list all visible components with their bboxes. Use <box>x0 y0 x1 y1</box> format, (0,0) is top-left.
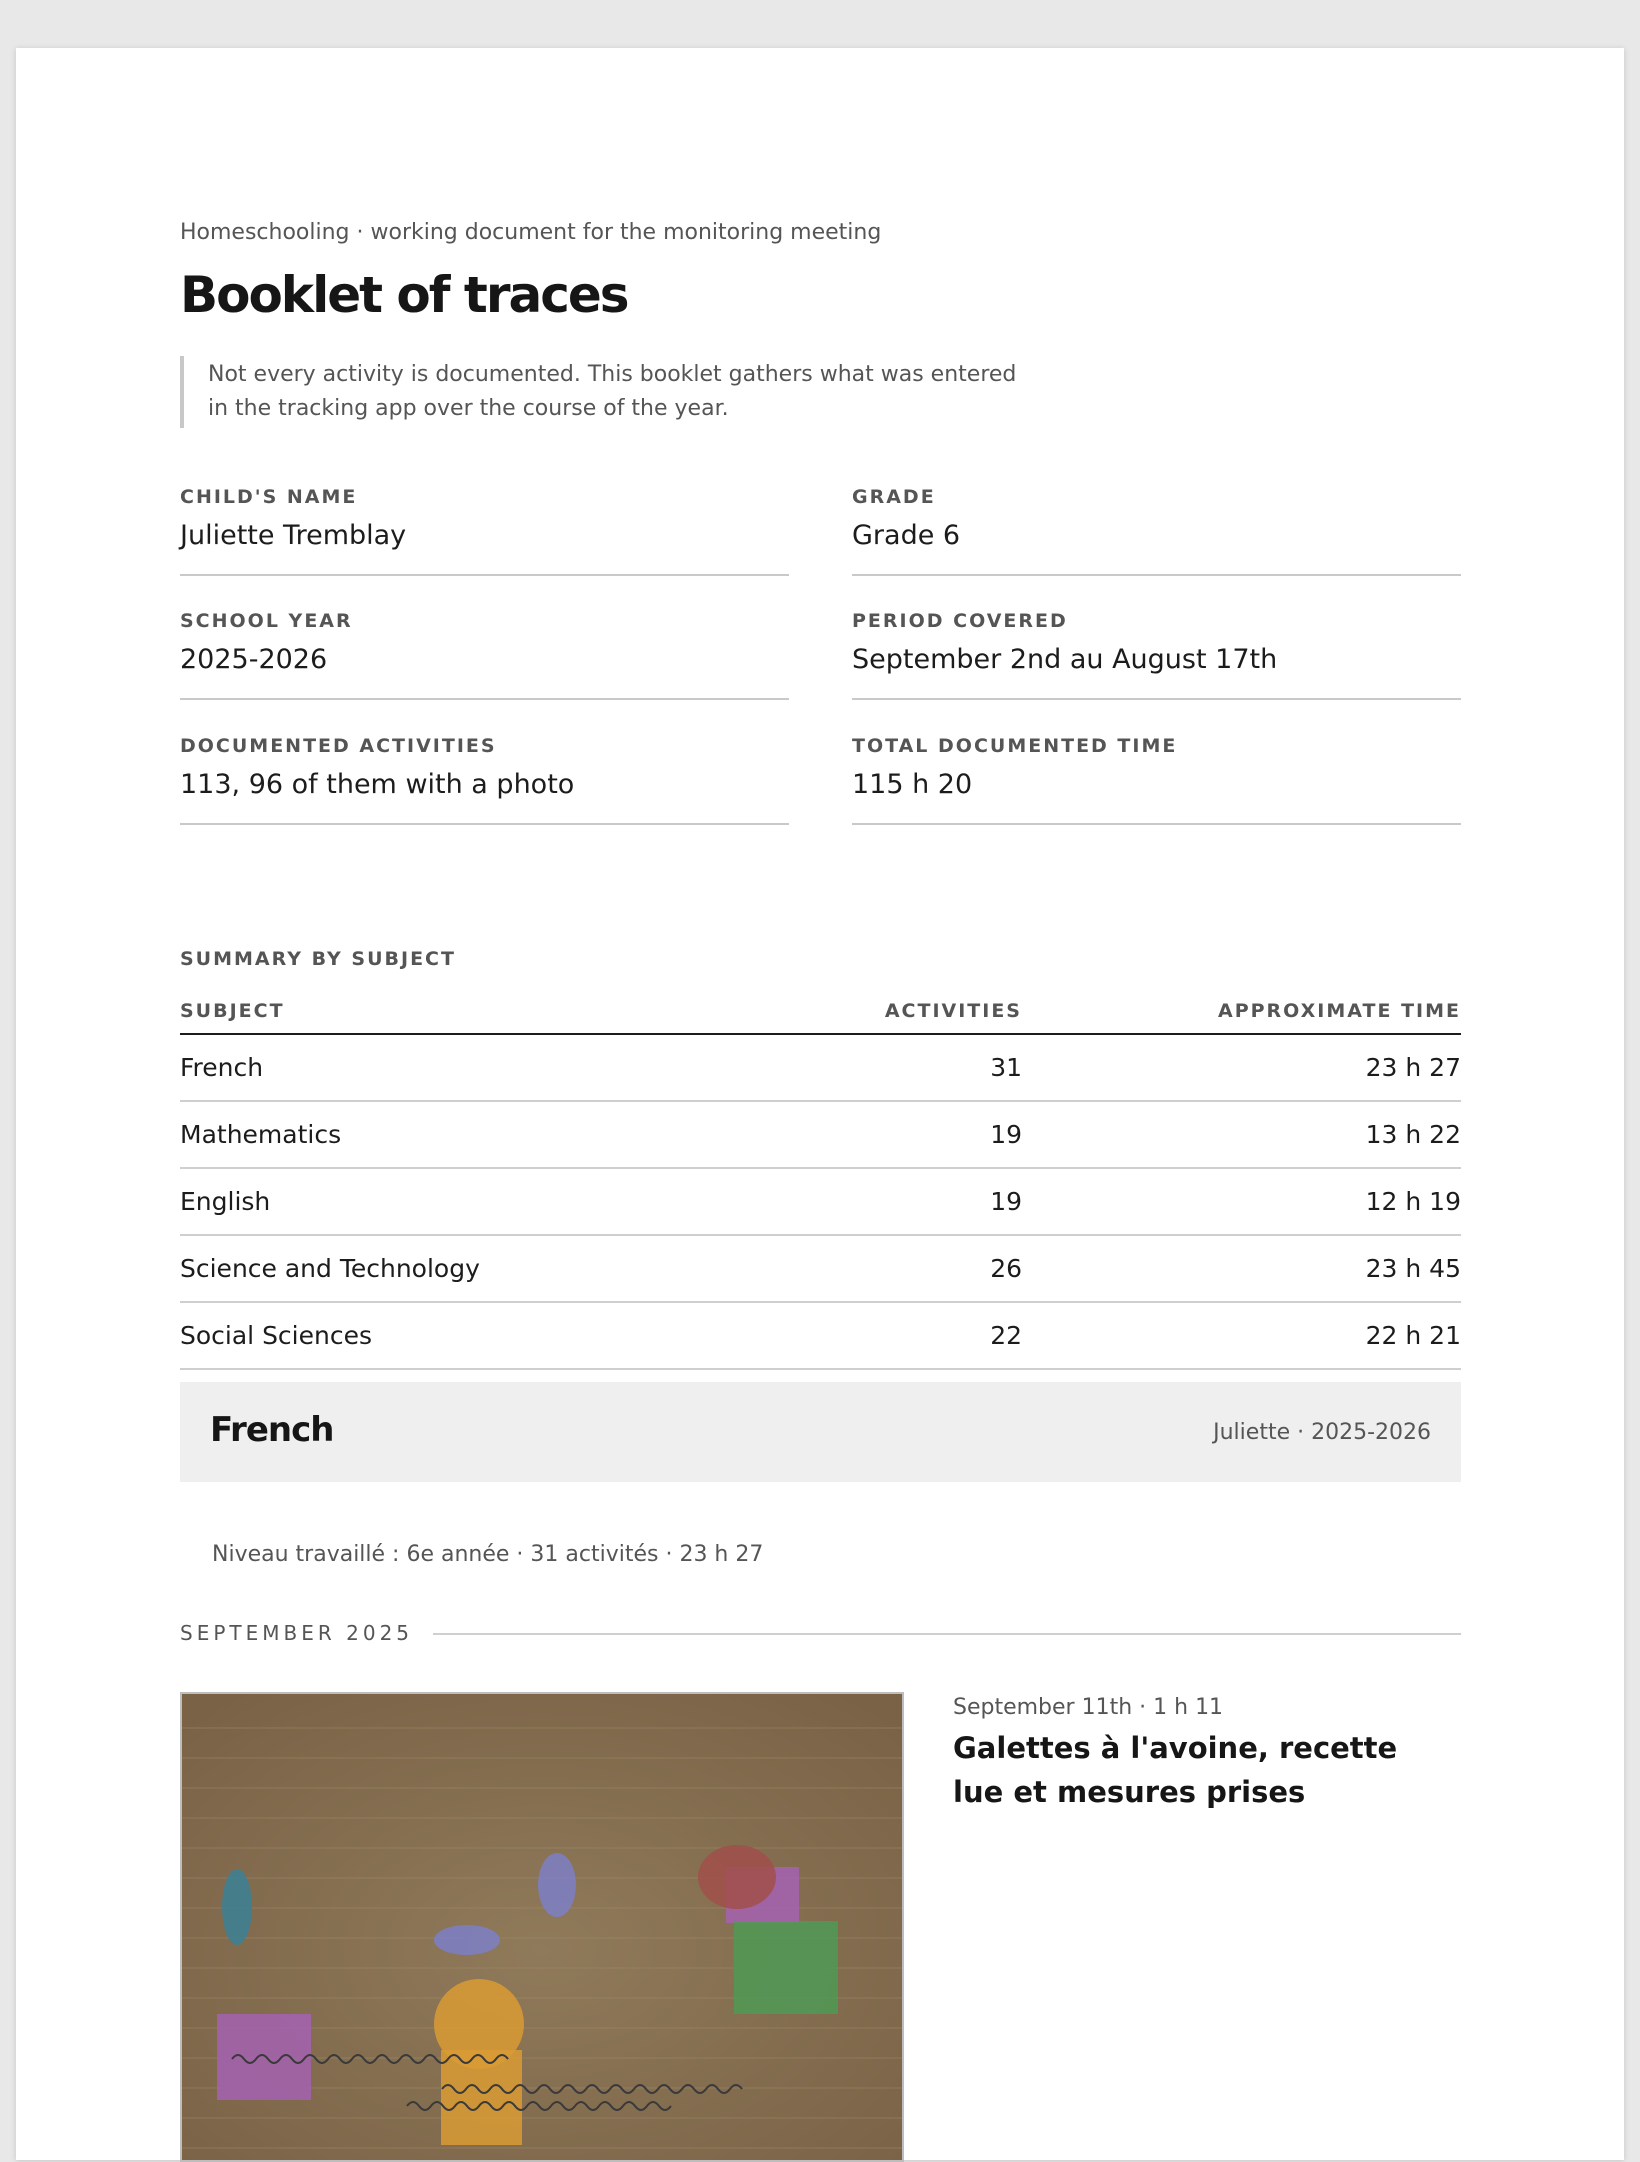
cell-subject: Science and Technology <box>180 1235 740 1302</box>
section-title: French <box>210 1410 334 1450</box>
field-value: 2025-2026 <box>180 644 328 675</box>
cell-subject: English <box>180 1168 740 1235</box>
cell-time: 13 h 22 <box>1022 1101 1461 1168</box>
summary-label: SUMMARY BY SUBJECT <box>180 948 456 970</box>
field-label: CHILD'S NAME <box>180 486 358 508</box>
field-value: Grade 6 <box>852 520 961 551</box>
field-value: 113, 96 of them with a photo <box>180 769 575 800</box>
column-header-time: APPROXIMATE TIME <box>1022 992 1461 1034</box>
field-activities <box>180 735 789 825</box>
table-row <box>180 1302 1461 1369</box>
cell-subject: French <box>180 1034 740 1101</box>
subject-section-header <box>180 1382 1461 1482</box>
field-value: September 2nd au August 17th <box>852 644 1278 675</box>
cell-activities: 19 <box>740 1168 1022 1235</box>
cell-activities: 26 <box>740 1235 1022 1302</box>
table-row <box>180 1168 1461 1235</box>
cell-time: 23 h 45 <box>1022 1235 1461 1302</box>
document-title: Booklet of traces <box>180 266 628 324</box>
field-label: GRADE <box>852 486 936 508</box>
field-label: DOCUMENTED ACTIVITIES <box>180 735 497 757</box>
field-school-year <box>180 610 789 700</box>
field-label: SCHOOL YEAR <box>180 610 353 632</box>
photo-drawing <box>182 1694 902 2160</box>
field-period <box>852 610 1461 700</box>
cell-time: 12 h 19 <box>1022 1168 1461 1235</box>
entry-date-duration: September 11th · 1 h 11 <box>953 1695 1224 1720</box>
field-grade <box>852 486 1461 576</box>
field-total-time <box>852 735 1461 825</box>
column-header-subject: SUBJECT <box>180 992 740 1034</box>
month-divider <box>180 1621 1461 1645</box>
document-kicker: Homeschooling · working document for the monitoring meeting <box>180 220 882 245</box>
section-student-year: Juliette · 2025-2026 <box>1213 1420 1431 1445</box>
cell-activities: 19 <box>740 1101 1022 1168</box>
summary-table <box>180 992 1461 1437</box>
field-value: Juliette Tremblay <box>180 520 407 551</box>
cell-time: 22 h 21 <box>1022 1302 1461 1369</box>
month-label: SEPTEMBER 2025 <box>180 1621 433 1645</box>
table-header-row <box>180 992 1461 1034</box>
document-page <box>16 48 1624 2160</box>
cell-subject: Mathematics <box>180 1101 740 1168</box>
column-header-activities: ACTIVITIES <box>740 992 1022 1034</box>
table-row <box>180 1235 1461 1302</box>
cell-time: 23 h 27 <box>1022 1034 1461 1101</box>
field-label: PERIOD COVERED <box>852 610 1068 632</box>
table-row <box>180 1034 1461 1101</box>
entry-title: Galettes à l'avoine, recette lue et mesures prises <box>953 1731 1398 1809</box>
intro-quote: Not every activity is documented. This booklet gathers what was entered in the tracking app over the course of the year. <box>180 356 1028 428</box>
activity-photo <box>180 1692 904 2162</box>
cell-activities: 31 <box>740 1034 1022 1101</box>
field-child-name <box>180 486 789 576</box>
table-row <box>180 1101 1461 1168</box>
cell-subject: Social Sciences <box>180 1302 740 1369</box>
field-value: 115 h 20 <box>852 769 973 800</box>
field-label: TOTAL DOCUMENTED TIME <box>852 735 1178 757</box>
cell-activities: 22 <box>740 1302 1022 1369</box>
section-summary: Niveau travaillé : 6e année · 31 activités · 23 h 27 <box>212 1542 764 1567</box>
month-rule <box>408 1633 1461 1635</box>
